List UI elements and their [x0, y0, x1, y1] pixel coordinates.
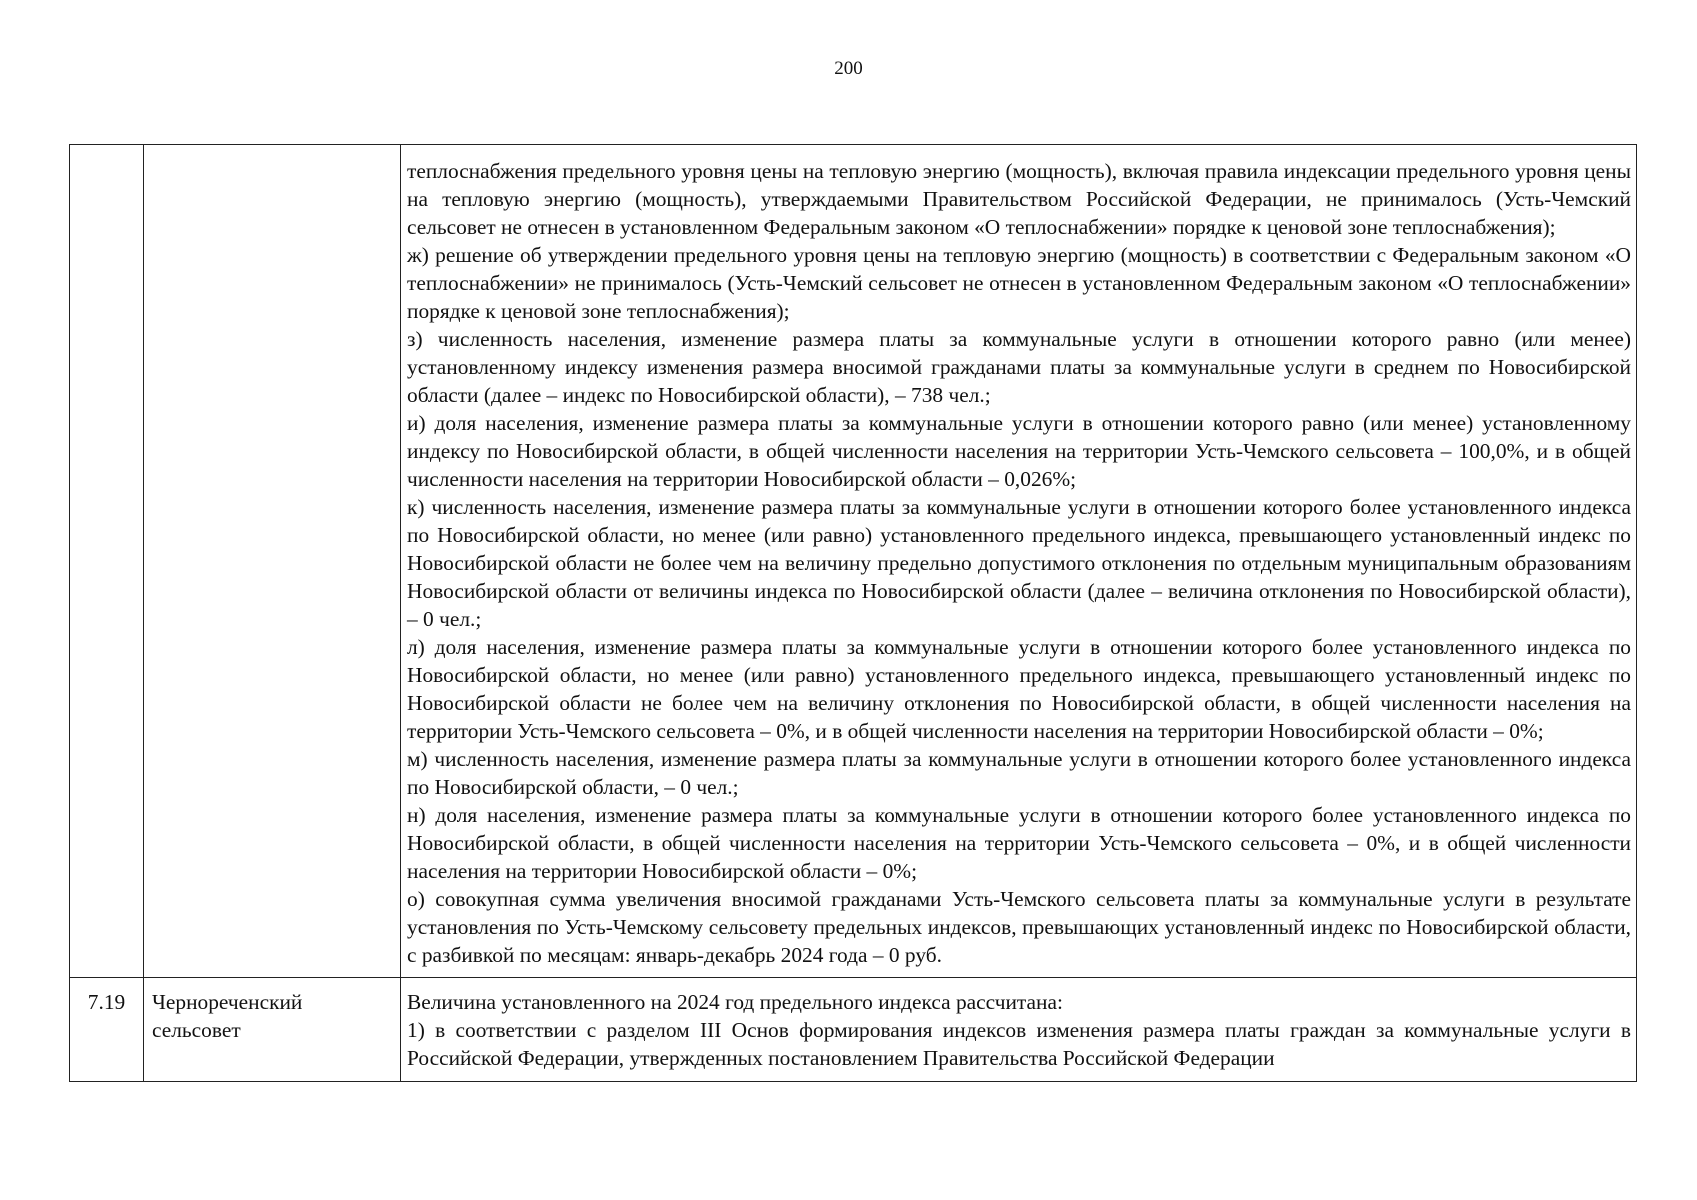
municipality-name-cell: [144, 145, 401, 978]
paragraph: и) доля населения, изменение размера платы за коммунальные услуги в отношении которого равно (или менее) установленному индексу по Новосибирской области, в общей численности населения на территории Усть-Чемского сельсовета – 100,0%, и в общей численности населения на территории Новосибирской области – 0,026%;: [407, 411, 1631, 491]
paragraph: о) совокупная сумма увеличения вносимой гражданами Усть-Чемского сельсовета платы за коммунальные услуги в результате установления по Усть-Чемскому сельсовету предельных индексов, превышающих установленный индекс по Новосибирской области, с разбивкой по месяцам: январь-декабрь 2024 года – 0 руб.: [407, 887, 1631, 967]
table-row: [70, 978, 1637, 1082]
page-number: 200: [834, 58, 863, 79]
paragraph: з) численность населения, изменение размера платы за коммунальные услуги в отношении которого равно (или менее) установленному индексу изменения размера вносимой гражданами платы за коммунальные услуги в среднем по Новосибирской области (далее – индекс по Новосибирской области), – 738 чел.;: [407, 327, 1631, 407]
document-table: [69, 144, 1637, 1082]
paragraph: м) численность населения, изменение размера платы за коммунальные услуги в отношении которого более установленного индекса по Новосибирской области, – 0 чел.;: [407, 747, 1631, 799]
row-number-cell: 7.19: [70, 978, 144, 1082]
description-cell: [401, 145, 1637, 978]
row-number-cell: [70, 145, 144, 978]
paragraph: ж) решение об утверждении предельного уровня цены на тепловую энергию (мощность) в соответствии с Федеральным законом «О теплоснабжении» не принималось (Усть-Чемский сельсовет не отнесен в установленном Федеральным законом «О теплоснабжении» порядке к ценовой зоне теплоснабжения);: [407, 243, 1631, 323]
paragraph: н) доля населения, изменение размера платы за коммунальные услуги в отношении которого более установленного индекса по Новосибирской области, в общей численности населения на территории Усть-Чемского сельсовета – 0%, и в общей численности населения на территории Новосибирской области – 0%;: [407, 803, 1631, 883]
paragraph: теплоснабжения предельного уровня цены на тепловую энергию (мощность), включая правила индексации предельного уровня цены на тепловую энергию (мощность), утверждаемыми Правительством Российской Федерации, не принималось (Усть-Чемский сельсовет не отнесен в установленном Федеральным законом «О теплоснабжении» порядке к ценовой зоне теплоснабжения);: [407, 159, 1631, 239]
paragraph: Величина установленного на 2024 год предельного индекса рассчитана:: [407, 990, 1063, 1014]
paragraph: л) доля населения, изменение размера платы за коммунальные услуги в отношении которого более установленного индекса по Новосибирской области, но менее (или равно) установленного предельного индекса, превышающего установленный индекс по Новосибирской области не более чем на величину отклонения по Новосибирской области, в общей численности населения на территории Усть-Чемского сельсовета – 0%, и в общей численности населения на территории Новосибирской области – 0%;: [407, 635, 1631, 743]
table-row: [70, 145, 1637, 978]
municipality-name-cell: Чернореченский сельсовет: [144, 978, 401, 1082]
paragraph: к) численность населения, изменение размера платы за коммунальные услуги в отношении которого более установленного индекса по Новосибирской области, но менее (или равно) установленного предельного индекса, превышающего установленный индекс по Новосибирской области не более чем на величину предельно допустимого отклонения по отдельным муниципальным образованиям Новосибирской области от величины индекса по Новосибирской области (далее – величина отклонения по Новосибирской области), – 0 чел.;: [407, 495, 1631, 631]
description-cell: [401, 978, 1637, 1082]
paragraph: 1) в соответствии с разделом III Основ формирования индексов изменения размера платы граждан за коммунальные услуги в Российской Федерации, утвержденных постановлением Правительства Российской Федерации: [407, 1018, 1631, 1070]
